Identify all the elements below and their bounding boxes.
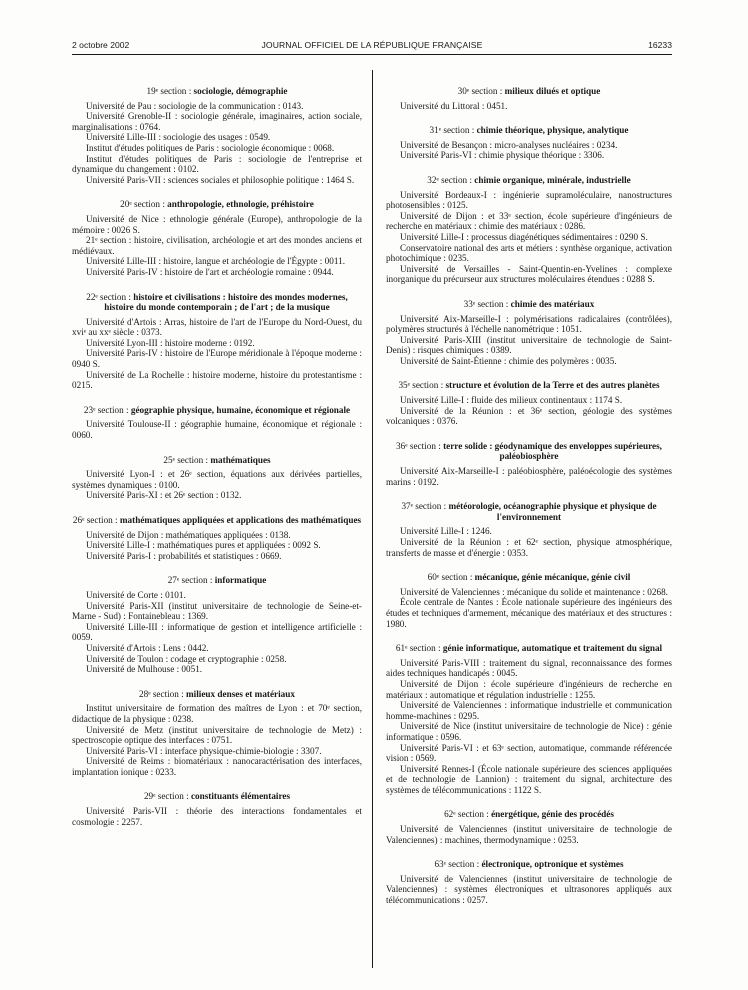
section-number: 22ᵉ section : [86, 291, 131, 302]
section-subject: anthropologie, ethnologie, préhistoire [167, 199, 314, 210]
section-number: 26ᵉ section : [72, 515, 118, 525]
post-entry: Université Lille-I : fluide des milieux continentaux : 1174 S. [400, 395, 623, 406]
post-entry: Université de Valenciennes : informatique industrielle et communication homme-machines : 0295. [386, 700, 672, 721]
section-number: 28ᵉ section : [139, 688, 184, 699]
post-entry: Université Paris-VI : interface physique-chimie-biologie : 3307. [86, 745, 322, 756]
section-block [72, 199, 362, 277]
section-number: 62ᵉ section : [444, 809, 489, 820]
post-entry: Université de Toulon : codage et cryptographie : 0258. [86, 653, 287, 664]
section-block [386, 809, 672, 845]
right-column [386, 86, 672, 920]
section-block [72, 405, 362, 441]
section-subject: mécanique, génie mécanique, génie civil [474, 572, 631, 583]
post-entry: Université Aix-Marseille-I : paléobiosphère, paléoécologie des systèmes marins : 0192. [386, 466, 672, 487]
post-entry: Université de Versailles - Saint-Quentin-en-Yvelines : complexe inorganique du précurseur aux structures moléculaires étendues : 0288 S. [386, 263, 672, 285]
section-heading [386, 859, 672, 870]
section-number: 27ᵉ section : [167, 575, 213, 586]
post-entry: Université de Nice : ethnologie générale (Europe), anthropologie de la mémoire : 0026 S. [72, 213, 362, 235]
post-entry: Université de Dijon : et 33ᵉ section, école supérieure d'ingénieurs de recherche en matériaux : chimie des matériaux : 0286. [386, 210, 672, 232]
post-entry: Université Paris-IV : histoire de l'Europe méridionale à l'époque moderne : 0940 S. [72, 348, 362, 370]
post-entry: Université Lille-III : sociologie des usages : 0549. [86, 132, 271, 143]
post-entry: Université du Littoral : 0451. [400, 100, 508, 111]
post-entry: Conservatoire national des arts et métiers : synthèse organique, activation photochimique : 0235. [386, 242, 672, 264]
section-block [72, 689, 362, 778]
section-block [72, 515, 362, 561]
section-number: 37ᵉ section : [401, 501, 447, 512]
post-entry: Institut universitaire de formation des maîtres de Lyon : et 70ᵉ section, didactique de la physique : 0238. [72, 703, 362, 724]
section-heading [386, 380, 672, 391]
section-subject: sociologie, démographie [193, 86, 288, 96]
post-entry: Institut d'études politiques de Paris : sociologie économique : 0068. [86, 142, 335, 153]
section-block [386, 299, 672, 367]
post-entry: Université de Valenciennes : mécanique du solide et maintenance : 0268. [400, 586, 668, 597]
section-heading [72, 405, 362, 416]
section-heading [386, 572, 672, 583]
post-entry: Université Paris-XI : et 26ᵉ section : 0132. [86, 490, 242, 501]
section-subject: géographie physique, humaine, économique et régionale [130, 404, 351, 415]
page-number: 16233 [648, 40, 672, 50]
left-column [72, 86, 362, 841]
section-block [386, 175, 672, 285]
section-subject: mathématiques appliquées et applications des mathématiques [119, 515, 362, 525]
post-entry: Université Paris-XII (institut universitaire de technologie de Seine-et-Marne - Sud) : Fontainebleau : 1369. [72, 600, 362, 622]
section-heading [72, 86, 362, 97]
section-block [72, 292, 362, 391]
section-number: 61ᵉ section : [395, 643, 441, 654]
section-block [386, 441, 672, 487]
section-subject: chimie théorique, physique, analytique [476, 125, 629, 136]
section-subject: milieux denses et matériaux [186, 688, 295, 699]
section-number: 30ᵉ section : [457, 86, 503, 96]
section-subject: constituants élémentaires [190, 791, 291, 802]
section-number: 19ᵉ section : [146, 86, 192, 96]
post-entry: Université Paris-IV : histoire de l'art et archéologie romaine : 0944. [86, 266, 334, 277]
post-entry: Université Paris-VI : et 63ᵉ section, automatique, commande référencée vision : 0569. [386, 742, 672, 764]
section-number: 63ᵉ section : [434, 859, 480, 870]
post-entry: Université de Nice (institut universitaire de technologie de Nice) : génie informatique : 0596. [386, 721, 672, 742]
section-heading [72, 292, 362, 313]
section-block [386, 859, 672, 905]
post-entry: Université Lille-III : histoire, langue et archéologie de l'Égypte : 0011. [86, 256, 345, 267]
section-heading [72, 689, 362, 700]
section-heading [386, 809, 672, 820]
post-entry: Institut d'études politiques de Paris : sociologie de l'entreprise et dynamique du changement : 0102. [72, 153, 362, 175]
post-entry: Université Lille-I : 1246. [400, 526, 492, 537]
post-entry: Université Paris-VIII : traitement du signal, reconnaissance des formes aides techniques handicapés : 0045. [386, 657, 672, 679]
post-entry: Université de Dijon : mathématiques appliquées : 0138. [86, 529, 291, 540]
section-subject: informatique [214, 575, 267, 586]
post-entry: Université d'Artois : Lens : 0442. [86, 642, 209, 653]
section-block [72, 86, 362, 185]
post-entry: Université de Saint-Étienne : chimie des polymères : 0035. [400, 355, 617, 366]
section-heading [386, 86, 672, 97]
post-entry: Université Rennes-I (École nationale supérieure des sciences appliquées et de technologie de Lannion) : traitement du signal, architecture des systèmes de télécommunications : 1122 S. [386, 763, 672, 795]
section-number: 29ᵉ section : [143, 791, 189, 802]
journal-title: JOURNAL OFFICIEL DE LA RÉPUBLIQUE FRANÇAISE [261, 40, 483, 50]
section-subject: météorologie, océanographie physique et physique de l'environnement [448, 501, 657, 522]
post-entry: Université Lyon-III : histoire moderne : 0192. [86, 337, 255, 348]
post-entry: Université Lille-I : processus diagénétiques sédimentaires : 0290 S. [400, 231, 648, 242]
post-entry: Université Aix-Marseille-I : polymérisations radicalaires (contrôlées), polymères structurés à l'échelle nanométrique : 1051. [386, 313, 672, 335]
section-number: 33ᵉ section : [463, 298, 509, 309]
section-heading [386, 441, 672, 462]
section-block [72, 791, 362, 827]
section-heading [386, 125, 672, 136]
post-entry: École centrale de Nantes : École nationale supérieure des ingénieurs des études et techniques d'armement, mécanique des matériaux et des structures : 1980. [386, 597, 672, 629]
post-entry: 21ᵉ section : histoire, civilisation, archéologie et art des mondes anciens et médiévaux. [72, 235, 362, 256]
issue-date: 2 octobre 2002 [72, 40, 130, 50]
post-entry: Université de Valenciennes (institut universitaire de technologie de Valenciennes) : systèmes électroniques et ultrasonores appliqués aux télécommunications : 0257. [386, 873, 672, 906]
section-heading [72, 199, 362, 210]
column-divider [372, 70, 373, 968]
section-block [386, 86, 672, 111]
section-heading [72, 575, 362, 586]
post-entry: Université de Valenciennes (institut universitaire de technologie de Valenciennes) : machines, thermodynamique : 0253. [386, 824, 672, 845]
section-subject: chimie des matériaux [510, 298, 595, 309]
section-subject: histoire et civilisations : histoire des mondes modernes, histoire du monde contemporain ; de l'art ; de la musique [104, 291, 348, 313]
post-entry: Université de Reims : biomatériaux : nanocaractérisation des interfaces, implantation ionique : 0233. [72, 756, 362, 777]
post-entry: Université de Corte : 0101. [86, 589, 186, 600]
section-subject: électronique, optronique et systèmes [481, 859, 624, 870]
post-entry: Université de Metz (institut universitaire de technologie de Metz) : spectroscopie optique des interfaces : 0751. [72, 724, 362, 746]
section-number: 32ᵉ section : [427, 174, 472, 185]
post-entry: Université Paris-I : probabilités et statistiques : 0669. [86, 550, 282, 561]
section-heading [72, 791, 362, 802]
page-header [72, 38, 672, 52]
section-subject: terre solide : géodynamique des enveloppes supérieures, paléobiosphère [443, 440, 662, 462]
post-entry: Université Toulouse-II : géographie humaine, économique et régionale : 0060. [72, 419, 362, 441]
section-block [72, 455, 362, 501]
section-heading [386, 643, 672, 654]
post-entry: Université Paris-VI : chimie physique théorique : 3306. [400, 150, 605, 161]
section-subject: génie informatique, automatique et traitement du signal [442, 643, 663, 654]
post-entry: Université de Dijon : école supérieure d'ingénieurs de recherche en matériaux : automatique et régulation industrielle : 1255. [386, 678, 672, 700]
post-entry: Université Lille-I : mathématiques pures et appliquées : 0092 S. [86, 540, 321, 551]
section-number: 36ᵉ section : [396, 440, 441, 451]
section-number: 20ᵉ section : [120, 199, 165, 210]
section-number: 23ᵉ section : [83, 404, 129, 415]
section-heading [72, 515, 362, 526]
section-block [386, 501, 672, 558]
post-entry: Université Lille-III : informatique de gestion et intelligence artificielle : 0059. [72, 621, 362, 643]
post-entry: Université de Pau : sociologie de la communication : 0143. [86, 100, 304, 111]
post-entry: Université Paris-XIII (institut universitaire de technologie de Saint-Denis) : risques chimiques : 0389. [386, 334, 672, 356]
section-block [72, 575, 362, 674]
section-subject: mathématiques [210, 454, 271, 465]
section-number: 60ᵉ section : [427, 572, 473, 583]
section-block [386, 125, 672, 161]
section-number: 31ᵉ section : [429, 125, 475, 136]
post-entry: Université Lyon-I : et 26ᵉ section, équations aux dérivées partielles, systèmes dynamiques : 0100. [72, 469, 362, 490]
post-entry: Université de la Réunion : et 62ᵉ section, physique atmosphérique, transferts de masse et d'énergie : 0353. [386, 537, 672, 558]
post-entry: Université Bordeaux-I : ingénierie supramoléculaire, nanostructures photosensibles : 0125. [386, 189, 672, 211]
post-entry: Université de Mulhouse : 0051. [86, 664, 203, 675]
section-number: 35ᵉ section : [398, 380, 444, 391]
section-heading [386, 501, 672, 522]
section-block [386, 380, 672, 426]
section-subject: milieux dilués et optique [504, 86, 601, 96]
section-heading [386, 175, 672, 186]
section-heading [386, 299, 672, 310]
post-entry: Université Paris-VII : sciences sociales et philosophie politique : 1464 S. [86, 174, 355, 185]
post-entry: Université de Besançon : micro-analyses nucléaires : 0234. [400, 139, 618, 150]
post-entry: Université d'Artois : Arras, histoire de l'art de l'Europe du Nord-Ouest, du xviᵉ au xxᵉ siècle : 0373. [72, 316, 362, 338]
section-heading [72, 455, 362, 466]
section-number: 25ᵉ section : [163, 454, 209, 465]
post-entry: Université Grenoble-II : sociologie générale, imaginaires, action sociale, marginalisations : 0764. [72, 111, 362, 132]
post-entry: Université de La Rochelle : histoire moderne, histoire du protestantisme : 0215. [72, 369, 362, 391]
header-rule [72, 54, 672, 55]
section-block [386, 643, 672, 795]
post-entry: Université Paris-VII : théorie des interactions fondamentales et cosmologie : 2257. [72, 806, 362, 827]
section-subject: structure et évolution de la Terre et des autres planètes [445, 380, 660, 391]
section-block [386, 572, 672, 629]
post-entry: Université de la Réunion : et 36ᵉ section, géologie des systèmes volcaniques : 0376. [386, 405, 672, 427]
section-subject: énergétique, génie des procédés [491, 809, 614, 820]
section-subject: chimie organique, minérale, industrielle [474, 174, 631, 185]
